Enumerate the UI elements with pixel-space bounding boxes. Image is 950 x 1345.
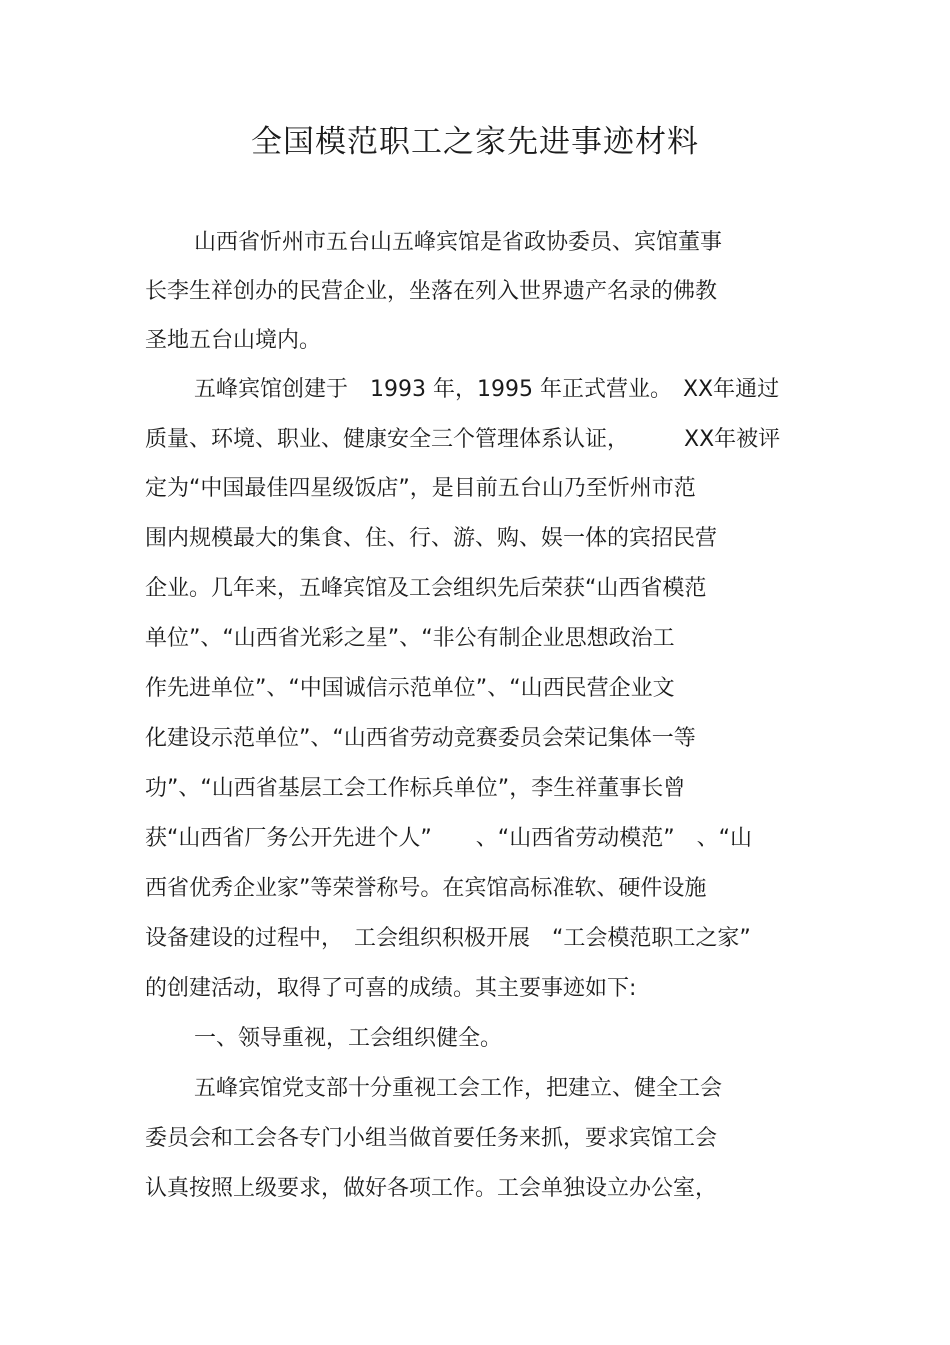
paragraph-line: 五峰宾馆党支部十分重视工会工作，把建立、健全工会 <box>194 1076 723 1101</box>
paragraph-line: 化建设示范单位”、“山西省劳动竞赛委员会荣记集体一等 <box>145 726 696 751</box>
paragraph-line: 委员会和工会各专门小组当做首要任务来抓，要求宾馆工会 <box>145 1126 718 1151</box>
paragraph-line: 作先进单位”、“中国诚信示范单位”、“山西民营企业文 <box>145 676 675 701</box>
paragraph-line: 围内规模最大的集食、住、行、游、购、娱一体的宾招民营 <box>145 526 718 551</box>
paragraph-line: 圣地五台山境内。 <box>145 328 322 353</box>
paragraph-line: 的创建活动，取得了可喜的成绩。其主要事迹如下: <box>145 976 637 1001</box>
paragraph-line: 西省优秀企业家”等荣誉称号。在宾馆高标准软、硬件设施 <box>145 876 707 901</box>
paragraph-line: 定为“中国最佳四星级饭店”，是目前五台山乃至忻州市范 <box>145 476 696 501</box>
paragraph-line: 质量、环境、职业、健康安全三个管理体系认证， XX年被评 <box>145 427 781 452</box>
section-heading: 一、领导重视，工会组织健全。 <box>194 1026 503 1051</box>
paragraph-line: 获“山西省厂务公开先进个人” 、“山西省劳动模范” 、“山 <box>145 826 752 851</box>
paragraph-line: 企业。几年来，五峰宾馆及工会组织先后荣获“山西省模范 <box>145 576 707 601</box>
paragraph-line: 五峰宾馆创建于 1993 年，1995 年正式营业。 XX年通过 <box>194 377 780 402</box>
paragraph-line: 单位”、“山西省光彩之星”、“非公有制企业思想政治工 <box>145 626 675 651</box>
document-title: 全国模范职工之家先进事迹材料 <box>251 124 699 160</box>
paragraph-line: 山西省忻州市五台山五峰宾馆是省政协委员、宾馆董事 <box>194 230 723 255</box>
paragraph-line: 认真按照上级要求，做好各项工作。工会单独设立办公室， <box>145 1176 718 1201</box>
paragraph-line: 设备建设的过程中， 工会组织积极开展 “工会模范职工之家” <box>145 926 751 951</box>
paragraph-line: 功”、“山西省基层工会工作标兵单位”，李生祥董事长曾 <box>145 776 686 801</box>
paragraph-line: 长李生祥创办的民营企业，坐落在列入世界遗产名录的佛教 <box>145 279 718 304</box>
